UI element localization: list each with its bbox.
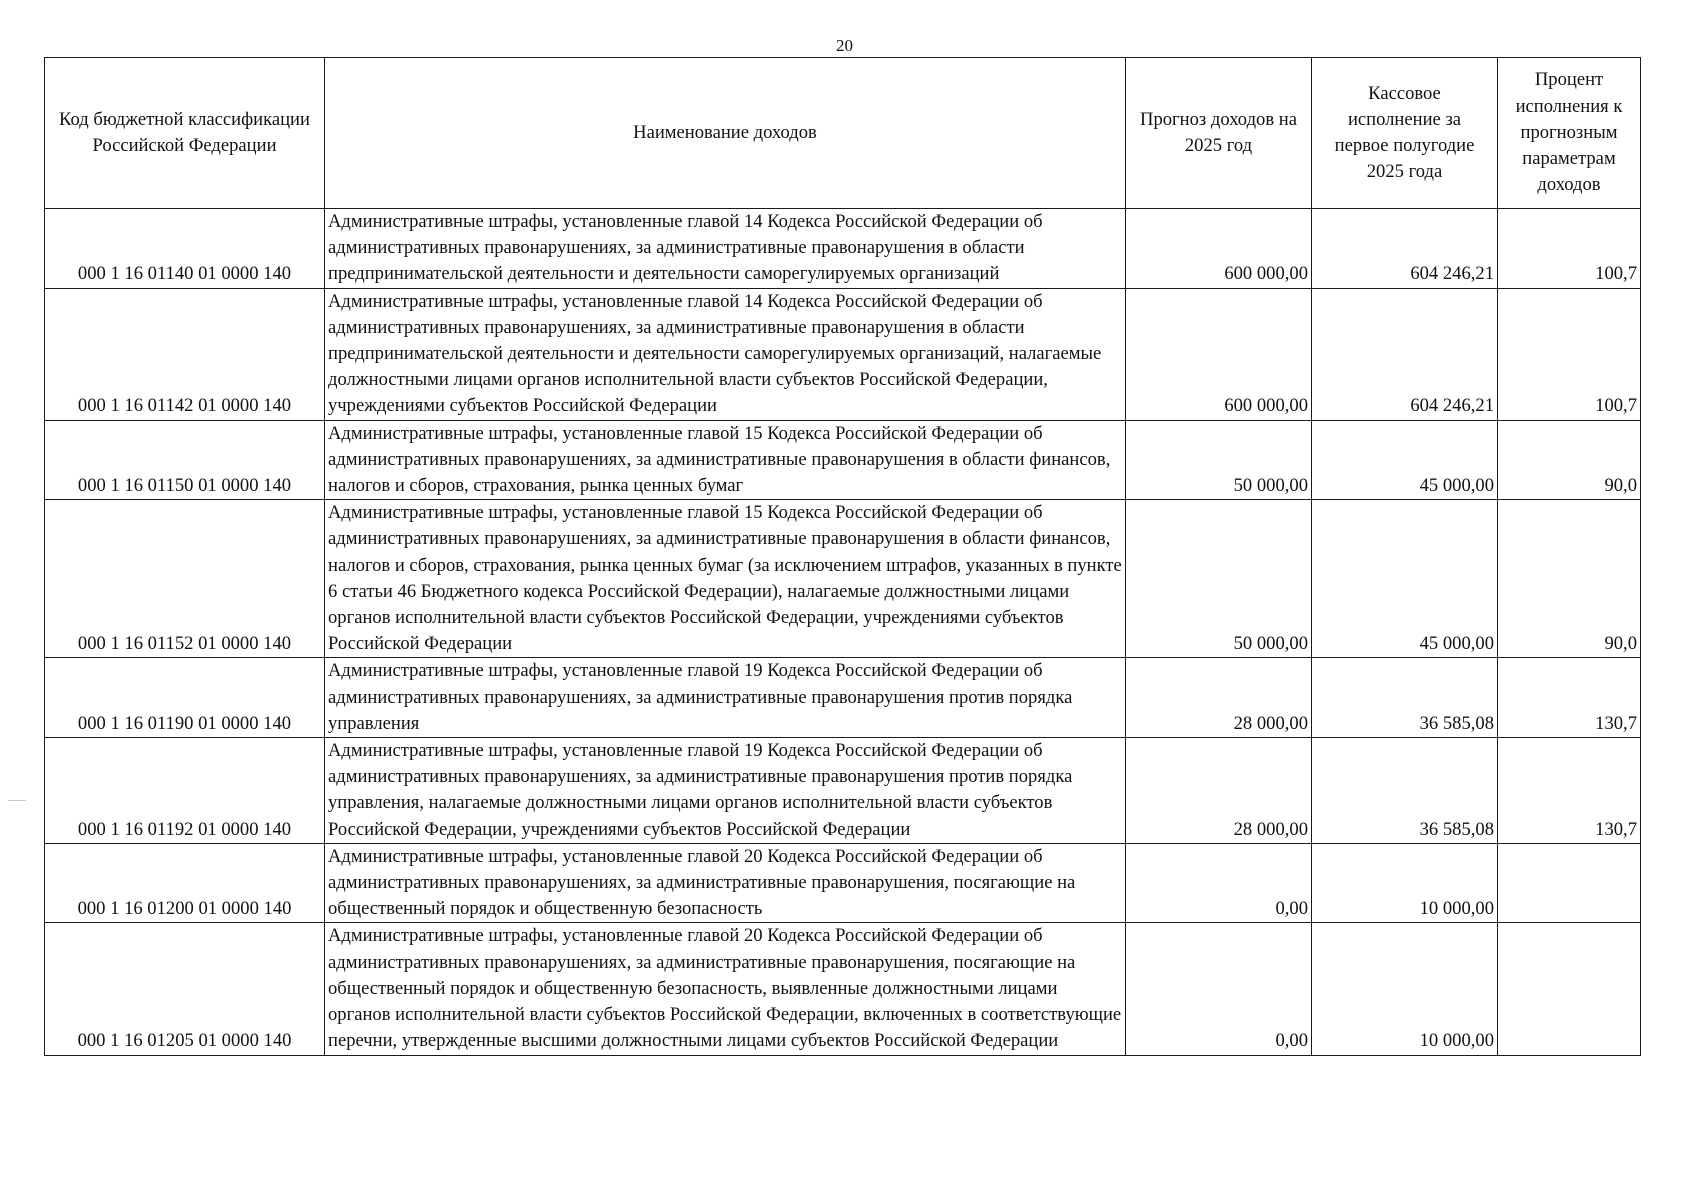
header-cash: Кассовое исполнение за первое полугодие 2025 года xyxy=(1312,58,1498,209)
cash-cell: 45 000,00 xyxy=(1312,420,1498,500)
table-row xyxy=(45,288,1641,420)
table-header-row xyxy=(45,58,1641,209)
code-cell: 000 1 16 01200 01 0000 140 xyxy=(45,843,325,923)
percent-cell xyxy=(1498,843,1641,923)
code-cell: 000 1 16 01150 01 0000 140 xyxy=(45,420,325,500)
table-row xyxy=(45,843,1641,923)
forecast-cell: 0,00 xyxy=(1126,843,1312,923)
cash-cell: 604 246,21 xyxy=(1312,288,1498,420)
cash-cell: 36 585,08 xyxy=(1312,658,1498,738)
forecast-cell: 50 000,00 xyxy=(1126,500,1312,658)
cash-cell: 604 246,21 xyxy=(1312,209,1498,289)
percent-cell: 130,7 xyxy=(1498,738,1641,844)
name-cell: Административные штрафы, установленные главой 20 Кодекса Российской Федерации об административных правонарушениях, за административные правонарушения, посягающие на общественный порядок и общественную безопасность xyxy=(325,843,1126,923)
forecast-cell: 600 000,00 xyxy=(1126,209,1312,289)
header-name: Наименование доходов xyxy=(325,58,1126,209)
cash-cell: 10 000,00 xyxy=(1312,843,1498,923)
percent-cell: 100,7 xyxy=(1498,209,1641,289)
header-percent: Процент исполнения к прогнозным параметрам доходов xyxy=(1498,58,1641,209)
forecast-cell: 50 000,00 xyxy=(1126,420,1312,500)
name-cell: Административные штрафы, установленные главой 15 Кодекса Российской Федерации об административных правонарушениях, за административные правонарушения в области финансов, налогов и сборов, страхования, рынка ценных бумаг xyxy=(325,420,1126,500)
percent-cell: 90,0 xyxy=(1498,420,1641,500)
table-row xyxy=(45,738,1641,844)
percent-cell: 130,7 xyxy=(1498,658,1641,738)
table-row xyxy=(45,923,1641,1055)
cash-cell: 45 000,00 xyxy=(1312,500,1498,658)
percent-cell xyxy=(1498,923,1641,1055)
code-cell: 000 1 16 01140 01 0000 140 xyxy=(45,209,325,289)
name-cell: Административные штрафы, установленные главой 14 Кодекса Российской Федерации об административных правонарушениях, за административные правонарушения в области предпринимательской деятельности и деятельности саморегулируемых организаций, налагаемые должностными лицами органов исполнительной власти субъектов Российской Федерации, учреждениями субъектов Российской Федерации xyxy=(325,288,1126,420)
name-cell: Административные штрафы, установленные главой 20 Кодекса Российской Федерации об административных правонарушениях, за административные правонарушения, посягающие на общественный порядок и общественную безопасность, выявленные должностными лицами органов исполнительной власти субъектов Российской Федерации, включенных в соответствующие перечни, утвержденные высшими должностными лицами субъектов Российской Федерации xyxy=(325,923,1126,1055)
name-cell: Административные штрафы, установленные главой 19 Кодекса Российской Федерации об административных правонарушениях, за административные правонарушения против порядка управления xyxy=(325,658,1126,738)
code-cell: 000 1 16 01192 01 0000 140 xyxy=(45,738,325,844)
forecast-cell: 28 000,00 xyxy=(1126,658,1312,738)
code-cell: 000 1 16 01152 01 0000 140 xyxy=(45,500,325,658)
revenue-table xyxy=(44,57,1641,1056)
cash-cell: 10 000,00 xyxy=(1312,923,1498,1055)
table-row xyxy=(45,209,1641,289)
forecast-cell: 28 000,00 xyxy=(1126,738,1312,844)
code-cell: 000 1 16 01190 01 0000 140 xyxy=(45,658,325,738)
header-code: Код бюджетной классификации Российской Федерации xyxy=(45,58,325,209)
code-cell: 000 1 16 01205 01 0000 140 xyxy=(45,923,325,1055)
name-cell: Административные штрафы, установленные главой 15 Кодекса Российской Федерации об административных правонарушениях, за административные правонарушения в области финансов, налогов и сборов, страхования, рынка ценных бумаг (за исключением штрафов, указанных в пункте 6 статьи 46 Бюджетного кодекса Российской Федерации), налагаемые должностными лицами органов исполнительной власти субъектов Российской Федерации, учреждениями субъектов Российской Федерации xyxy=(325,500,1126,658)
table-row xyxy=(45,420,1641,500)
name-cell: Административные штрафы, установленные главой 14 Кодекса Российской Федерации об административных правонарушениях, за административные правонарушения в области предпринимательской деятельности и деятельности саморегулируемых организаций xyxy=(325,209,1126,289)
cash-cell: 36 585,08 xyxy=(1312,738,1498,844)
table-row xyxy=(45,500,1641,658)
page-number: 20 xyxy=(836,36,853,55)
scan-artifact-mark xyxy=(8,800,26,801)
forecast-cell: 600 000,00 xyxy=(1126,288,1312,420)
forecast-cell: 0,00 xyxy=(1126,923,1312,1055)
header-forecast: Прогноз доходов на 2025 год xyxy=(1126,58,1312,209)
percent-cell: 90,0 xyxy=(1498,500,1641,658)
percent-cell: 100,7 xyxy=(1498,288,1641,420)
code-cell: 000 1 16 01142 01 0000 140 xyxy=(45,288,325,420)
name-cell: Административные штрафы, установленные главой 19 Кодекса Российской Федерации об административных правонарушениях, за административные правонарушения против порядка управления, налагаемые должностными лицами органов исполнительной власти субъектов Российской Федерации, учреждениями субъектов Российской Федерации xyxy=(325,738,1126,844)
table-row xyxy=(45,658,1641,738)
